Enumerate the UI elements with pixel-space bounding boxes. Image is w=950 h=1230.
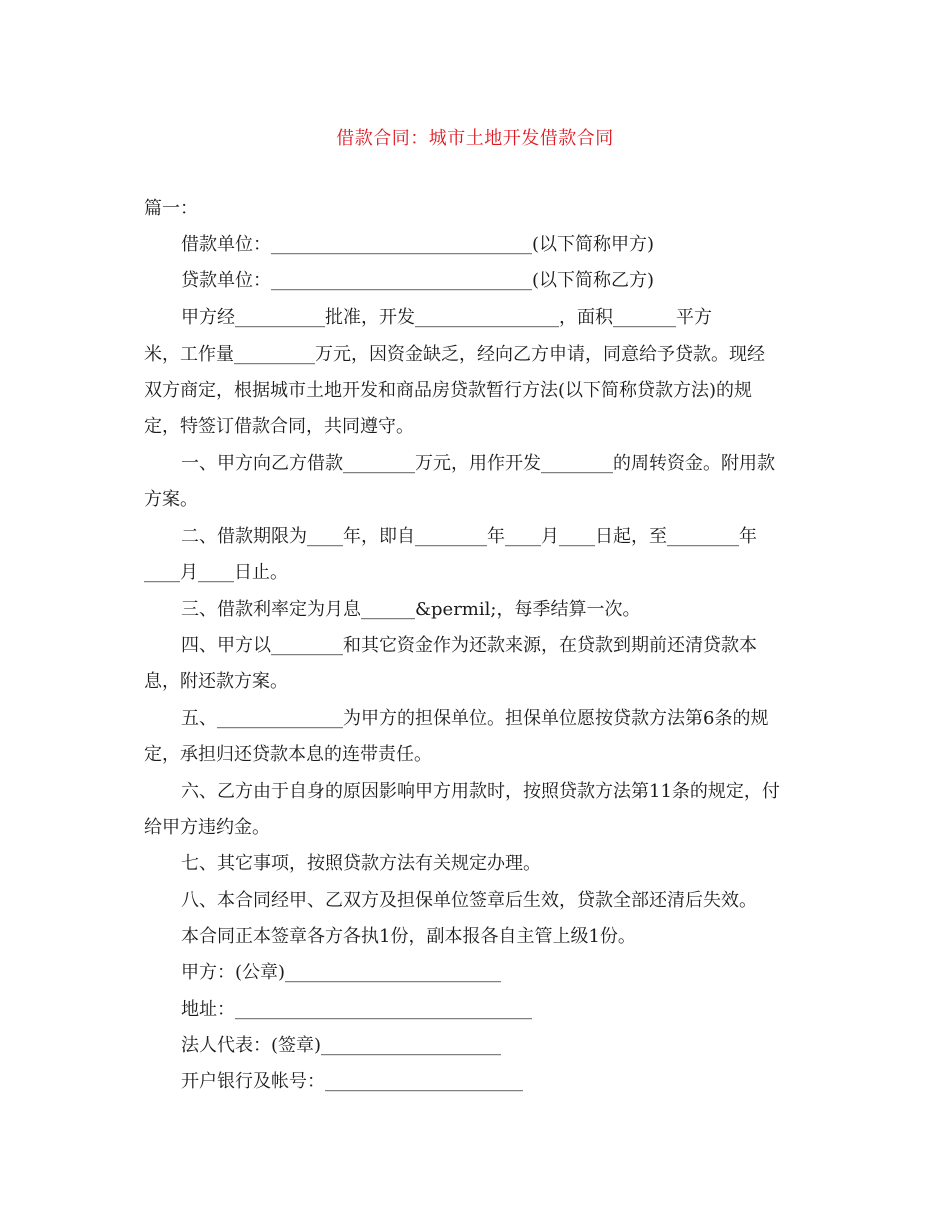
clause-1-cont: 方案。 bbox=[144, 489, 198, 510]
paragraph-line: 米，工作量_________万元，因资金缺乏，经向乙方申请，同意给予贷款。现经 bbox=[144, 344, 765, 365]
paragraph-line: 定，特签订借款合同，共同遵守。 bbox=[144, 416, 414, 437]
paragraph-line: 双方商定，根据城市土地开发和商品房贷款暂行方法(以下简称贷款方法)的规 bbox=[144, 380, 753, 401]
clause-6-cont: 给甲方违约金。 bbox=[144, 817, 270, 838]
clause-6: 六、乙方由于自身的原因影响甲方用款时，按照贷款方法第11条的规定，付 bbox=[181, 781, 780, 802]
document-title: 借款合同：城市土地开发借款合同 bbox=[336, 128, 614, 149]
lender-line: 贷款单位：_____________________________(以下简称乙方) bbox=[181, 270, 655, 291]
borrower-line: 借款单位：_____________________________(以下简称甲方) bbox=[181, 234, 655, 255]
copies-note: 本合同正本签章各方各执1份，副本报各自主管上级1份。 bbox=[181, 926, 636, 947]
address-line: 地址：_________________________________ bbox=[181, 999, 532, 1020]
clause-2-cont: ____月____日止。 bbox=[144, 562, 288, 583]
clause-4: 四、甲方以________和其它资金作为还款来源，在贷款到期前还清贷款本 bbox=[181, 635, 757, 656]
clause-4-cont: 息，附还款方案。 bbox=[144, 671, 288, 692]
clause-5: 五、______________为甲方的担保单位。担保单位愿按贷款方法第6条的规 bbox=[181, 708, 769, 729]
clause-3: 三、借款利率定为月息______&permil;，每季结算一次。 bbox=[181, 599, 641, 620]
paragraph-line: 甲方经__________批准，开发________________，面积_______平方 bbox=[181, 307, 712, 328]
bank-account-line: 开户银行及帐号：______________________ bbox=[181, 1071, 523, 1092]
clause-7: 七、其它事项，按照贷款方法有关规定办理。 bbox=[181, 853, 541, 874]
clause-8: 八、本合同经甲、乙双方及担保单位签章后生效，贷款全部还清后失效。 bbox=[181, 890, 757, 911]
legal-rep-line: 法人代表：(签章)____________________ bbox=[181, 1035, 502, 1056]
section-label: 篇一： bbox=[144, 198, 198, 219]
party-a-seal-line: 甲方：(公章)________________________ bbox=[181, 962, 502, 983]
clause-5-cont: 定，承担归还贷款本息的连带责任。 bbox=[144, 744, 432, 765]
clause-1: 一、甲方向乙方借款________万元，用作开发________的周转资金。附用款 bbox=[181, 453, 775, 474]
clause-2: 二、借款期限为____年，即自________年____月____日起，至________年 bbox=[181, 526, 757, 547]
